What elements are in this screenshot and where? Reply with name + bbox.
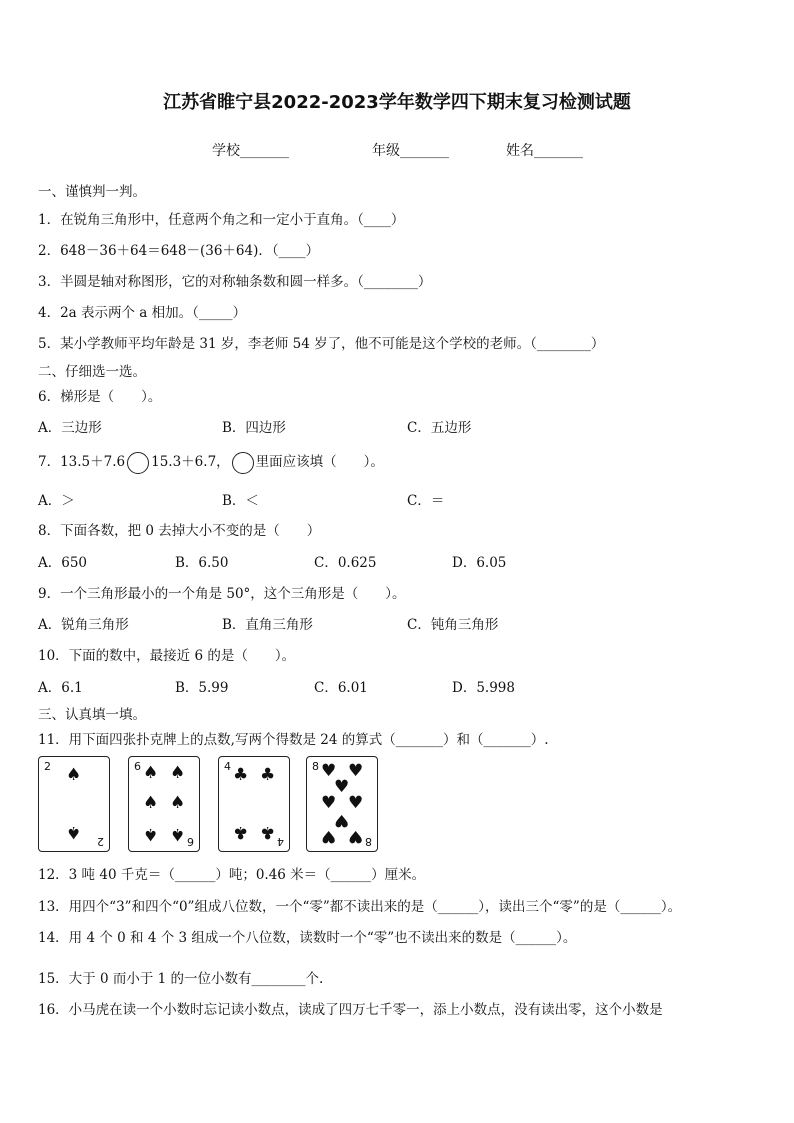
heart-icon: ♥	[334, 777, 350, 797]
card-rank: 2	[44, 760, 51, 773]
card-rank: 8	[365, 835, 372, 848]
playing-card	[38, 756, 110, 852]
question-13: 13．用四个“3”和四个“0”组成八位数，一个“零”都不读出来的是（______），读出三个“零”的是（______）。	[38, 899, 682, 915]
answer-circle	[232, 452, 254, 474]
answer-circle[interactable]	[127, 452, 149, 474]
card-rank: 4	[277, 835, 284, 848]
q10-option-c[interactable]: C．6.01	[314, 680, 368, 696]
q8-option-a[interactable]: A．650	[38, 555, 88, 571]
card-rank: 4	[224, 760, 231, 773]
card-rank: 6	[187, 835, 194, 848]
q9-option-b[interactable]: B．直角三角形	[222, 617, 313, 633]
card-rank: 6	[134, 760, 141, 773]
question-3: 3．半圆是轴对称图形，它的对称轴条数和圆一样多。（________）	[38, 274, 432, 290]
question-14: 14．用 4 个 0 和 4 个 3 组成一个八位数，读数时一个“零”也不读出来的数是（______）。	[38, 930, 577, 946]
spade-icon: ♠	[170, 763, 186, 783]
playing-card	[218, 756, 290, 852]
playing-cards	[38, 756, 378, 852]
question-7	[38, 450, 384, 474]
question-10: 10．下面的数中，最接近 6 的是（ ）。	[38, 648, 296, 664]
question-12: 12．3 吨 40 千克＝（______）吨；0.46 米＝（______）厘米。	[38, 867, 426, 883]
q8-option-b[interactable]: B．6.50	[175, 555, 229, 571]
name-field[interactable]: 姓名_______	[506, 143, 583, 159]
playing-card	[306, 756, 378, 852]
q6-option-c[interactable]: C．五边形	[407, 420, 472, 436]
question-6: 6．梯形是（ ）。	[38, 389, 162, 405]
q7-left-expression: 7．13.5＋7.6	[38, 454, 126, 470]
q10-option-d[interactable]: D．5.998	[452, 680, 515, 696]
spade-icon: ♠	[66, 765, 82, 785]
club-icon: ♣	[233, 765, 249, 785]
q6-option-a[interactable]: A．三边形	[38, 420, 102, 436]
q7-option-a[interactable]: A．＞	[38, 493, 75, 509]
club-icon: ♣	[260, 822, 276, 842]
q8-option-c[interactable]: C．0.625	[314, 555, 377, 571]
q10-option-b[interactable]: B．5.99	[175, 680, 229, 696]
q6-option-b[interactable]: B．四边形	[222, 420, 286, 436]
school-field[interactable]: 学校_______	[212, 143, 289, 159]
page-title: 江苏省睢宁县2022-2023学年数学四下期末复习检测试题	[163, 92, 631, 113]
question-1: 1．在锐角三角形中，任意两个角之和一定小于直角。（____）	[38, 212, 405, 228]
card-rank: 8	[312, 760, 319, 773]
question-8: 8．下面各数，把 0 去掉大小不变的是（ ）	[38, 523, 321, 539]
question-4: 4．2a 表示两个 a 相加。（_____）	[38, 305, 247, 321]
club-icon: ♣	[233, 822, 249, 842]
spade-icon: ♠	[143, 793, 159, 813]
spade-icon: ♠	[170, 793, 186, 813]
spade-icon: ♠	[143, 763, 159, 783]
question-2: 2．648－36＋64＝648－(36＋64)．（____）	[38, 243, 320, 259]
q7-prompt: 里面应该填（ ）。	[255, 454, 384, 470]
heart-icon: ♥	[348, 793, 364, 813]
q10-option-a[interactable]: A．6.1	[38, 680, 83, 696]
card-rank: 2	[97, 835, 104, 848]
q9-option-c[interactable]: C．钝角三角形	[407, 617, 499, 633]
section-heading-3: 三、认真填一填。	[38, 707, 146, 723]
question-9: 9．一个三角形最小的一个角是 50°，这个三角形是（ ）。	[38, 586, 406, 602]
heart-icon: ♥	[334, 810, 350, 830]
spade-icon: ♠	[143, 824, 159, 844]
heart-icon: ♥	[321, 826, 337, 846]
question-11: 11．用下面四张扑克牌上的点数,写两个得数是 24 的算式（_______）和（_______）.	[38, 732, 549, 748]
heart-icon: ♥	[321, 793, 337, 813]
club-icon: ♣	[260, 765, 276, 785]
spade-icon: ♠	[66, 822, 82, 842]
section-heading-1: 一、谨慎判一判。	[38, 184, 146, 200]
question-16: 16．小马虎在读一个小数时忘记读小数点，读成了四万七千零一，添上小数点，没有读出零，这个小数是	[38, 1002, 663, 1018]
question-15: 15．大于 0 而小于 1 的一位小数有________个.	[38, 971, 324, 987]
q7-option-c[interactable]: C．＝	[407, 493, 445, 509]
q7-option-b[interactable]: B．＜	[222, 493, 259, 509]
q7-right-expression: 15.3＋6.7，	[151, 454, 230, 470]
heart-icon: ♥	[348, 826, 364, 846]
heart-icon: ♥	[321, 761, 337, 781]
section-heading-2: 二、仔细选一选。	[38, 364, 146, 380]
question-5: 5．某小学教师平均年龄是 31 岁，李老师 54 岁了，他不可能是这个学校的老师。（________）	[38, 336, 605, 352]
q8-option-d[interactable]: D．6.05	[452, 555, 507, 571]
spade-icon: ♠	[170, 824, 186, 844]
heart-icon: ♥	[348, 761, 364, 781]
q9-option-a[interactable]: A．锐角三角形	[38, 617, 129, 633]
playing-card	[128, 756, 200, 852]
grade-field[interactable]: 年级_______	[372, 143, 449, 159]
